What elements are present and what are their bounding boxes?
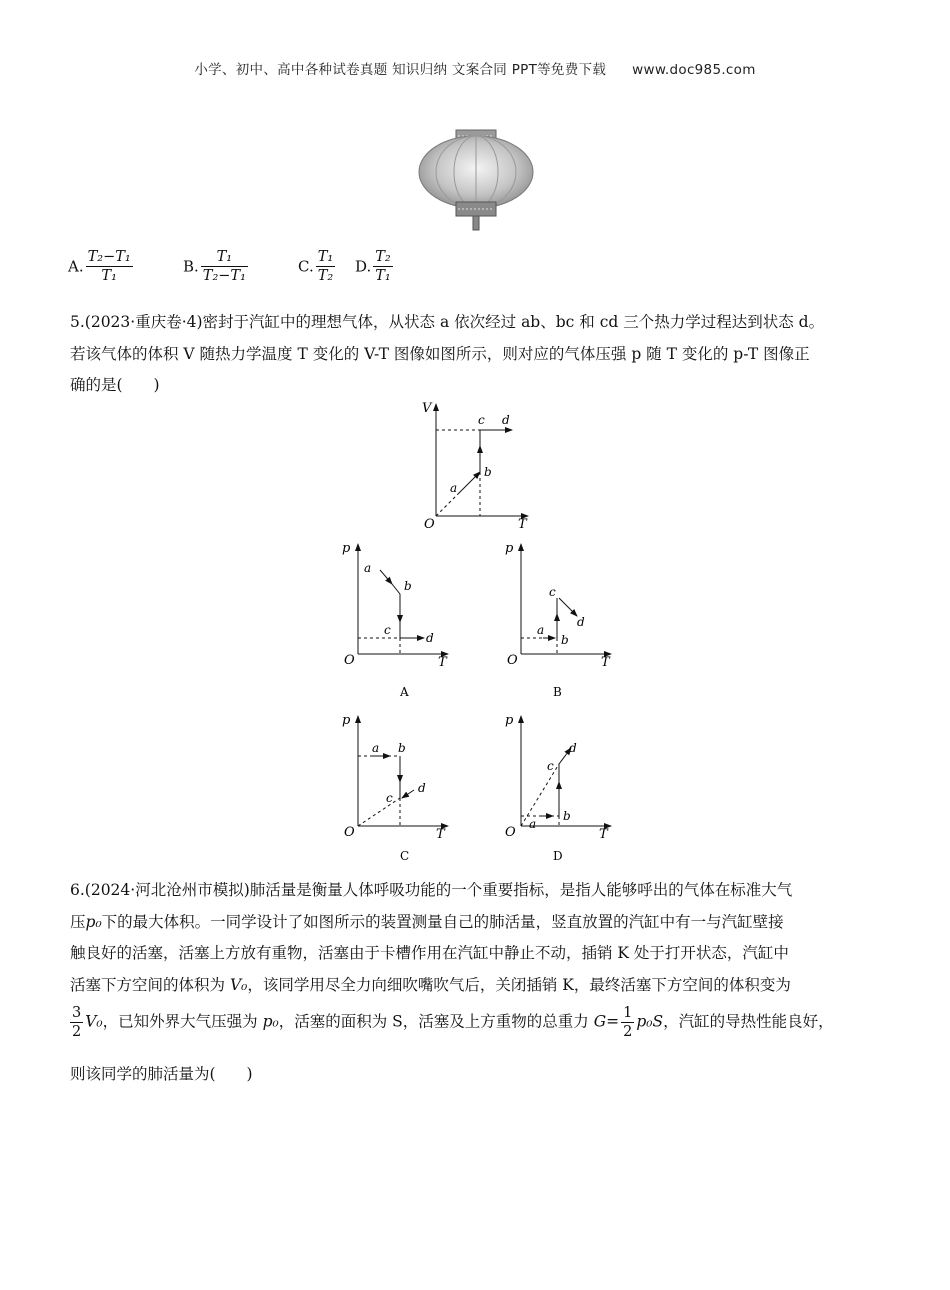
caption-d: D: [553, 849, 563, 863]
graph-option-a[interactable]: [340, 538, 455, 700]
origin-label: O: [424, 517, 435, 530]
svg-text:O: O: [344, 825, 355, 840]
svg-text:b: b: [404, 579, 412, 593]
svg-text:p: p: [342, 713, 351, 728]
svg-text:c: c: [384, 623, 391, 637]
svg-text:b: b: [563, 809, 571, 823]
q6-line-1: 6.(2024·河北沧州市模拟)肺活量是衡量人体呼吸功能的一个重要指标，是指人能够呼出的气体在标准大气: [70, 881, 793, 899]
svg-text:T: T: [599, 827, 608, 842]
svg-text:T: T: [438, 655, 447, 670]
svg-text:d: d: [577, 615, 585, 629]
q5-line-2: 若该气体的体积 V 随热力学温度 T 变化的 V-T 图像如图所示，则对应的气体压强 p 随 T 变化的 p-T 图像正: [70, 345, 810, 363]
svg-text:p: p: [505, 541, 514, 556]
svg-text:O: O: [344, 653, 355, 668]
caption-b: B: [553, 685, 562, 699]
header-url[interactable]: www.doc985.com: [632, 62, 756, 78]
svg-text:c: c: [386, 791, 393, 805]
svg-text:a: a: [364, 561, 372, 575]
svg-text:d: d: [418, 781, 426, 795]
axis-label-y: V: [422, 401, 432, 416]
svg-text:a: a: [372, 741, 380, 755]
svg-text:d: d: [569, 741, 577, 755]
caption-a: A: [400, 685, 409, 699]
svg-text:b: b: [398, 741, 406, 755]
svg-text:T: T: [601, 655, 610, 670]
svg-text:O: O: [507, 653, 518, 668]
svg-text:T: T: [436, 827, 445, 842]
caption-c: C: [400, 849, 410, 863]
option-d[interactable]: D. $\frac{\text{T₂}}{\text{T₁}}$: [355, 249, 391, 284]
svg-text:a: a: [529, 817, 537, 831]
graph-option-c[interactable]: [340, 708, 455, 870]
q6-line-2: 压p₀下的最大体积。一同学设计了如图所示的装置测量自己的肺活量，竖直放置的汽缸中有一与汽缸壁接: [70, 913, 784, 931]
q5-line-3: 确的是( ): [70, 376, 160, 394]
svg-text:c: c: [547, 759, 554, 773]
option-a[interactable]: A. $\frac{\text{T₂−T₁}}{\text{T₁}}$: [68, 249, 131, 284]
svg-text:b: b: [561, 633, 569, 647]
axis-label-x: T: [518, 517, 527, 530]
q6-line-4: 活塞下方空间的体积为 V₀，该同学用尽全力向细吹嘴吹气后，关闭插销 K，最终活塞下方空间的体积变为: [70, 976, 791, 994]
svg-text:d: d: [426, 631, 434, 645]
q6-source: 6.(2024·河北沧州市模拟): [70, 881, 250, 899]
point-b: b: [484, 465, 492, 479]
lantern-image: [412, 126, 540, 236]
page-header: [0, 58, 950, 78]
vt-graph: [418, 398, 538, 530]
graph-option-b[interactable]: [503, 538, 618, 700]
q6-line-5: $\frac{3}{2}$ V₀，已知外界大气压强为 p₀，活塞的面积为 S，活塞及上方重物的总重力 G= $\frac{1}{2}$ p₀S，汽缸的导热性能良好，: [72, 1005, 834, 1040]
svg-text:O: O: [505, 825, 516, 840]
svg-text:c: c: [549, 585, 556, 599]
point-a: a: [450, 481, 458, 495]
option-c[interactable]: C. $\frac{\text{T₁}}{\text{T₂}}$: [298, 249, 334, 284]
point-c: c: [478, 413, 485, 427]
point-d: d: [502, 413, 510, 427]
svg-text:p: p: [342, 541, 351, 556]
q6-line-3: 触良好的活塞，活塞上方放有重物，活塞由于卡槽作用在汽缸中静止不动，插销 K 处于打开状态，汽缸中: [70, 944, 789, 962]
svg-text:a: a: [537, 623, 545, 637]
graph-option-d[interactable]: [503, 708, 618, 870]
q5-line-1: 5.(2023·重庆卷·4)密封于汽缸中的理想气体，从状态 a 依次经过 ab、bc 和 cd 三个热力学过程达到状态 d。: [70, 313, 825, 331]
header-text: 小学、初中、高中各种试卷真题 知识归纳 文案合同 PPT等免费下载: [194, 62, 607, 78]
svg-text:p: p: [505, 713, 514, 728]
option-b[interactable]: B. $\frac{\text{T₁}}{\text{T₂−T₁}}$: [183, 249, 246, 284]
q5-source: 5.(2023·重庆卷·4): [70, 313, 203, 331]
q6-line-6: 则该同学的肺活量为( ): [70, 1065, 253, 1083]
